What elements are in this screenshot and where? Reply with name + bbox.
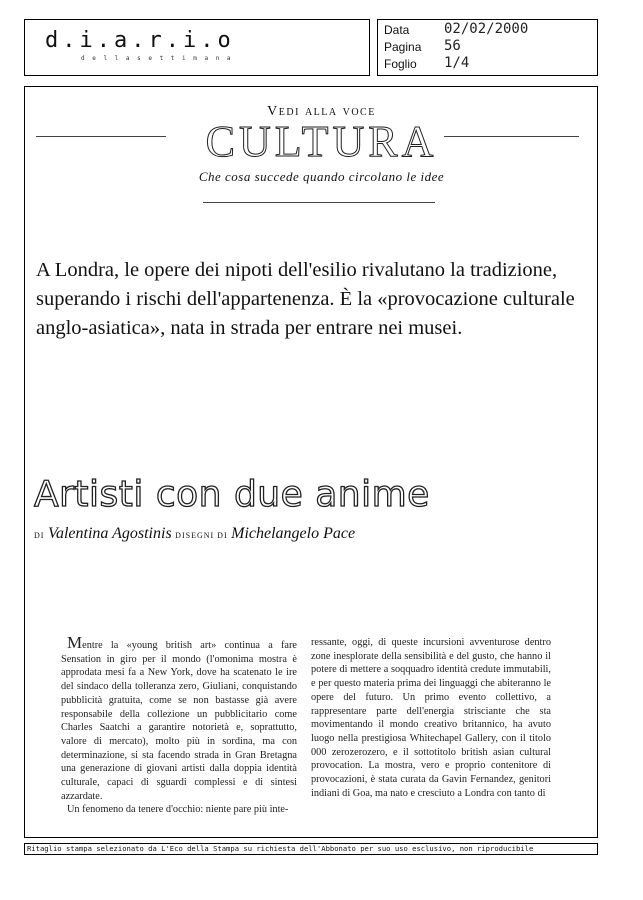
section-rule-right [444,136,579,137]
lead-paragraph: A Londra, le opere dei nipoti dell'esilio rivalutano la tradizione, superando i rischi dell'appartenenza. È la «provocazione culturale anglo-asiatica», nata in strada per entrare nei musei. [36,259,575,339]
drop-cap: M [67,633,83,652]
article-headline: Artisti con due anime [34,474,430,515]
article-paragraph: Un fenomeno da tenere d'occhio: niente pare più inte- [67,804,289,816]
masthead-box [24,19,370,76]
meta-row-page [384,40,589,57]
author-name: Valentina Agostinis [47,525,172,542]
meta-label: Foglio [384,57,417,71]
paragraph-text: entre la «young british art» continua a fare Sensation in giro per il mondo (l'omonima mostra è approdata mesi fa a New York, dove ha scatenato le ire del sindaco della tolleranza zero, Giuliani, conquistando pubblicità gratuita, come se non bastasse già avere responsabile della collezione un pubblicitario come Charles Saatchi a garantire notorietà e, soprattutto, valore di mercato), molto più in sordina, ma con determinazione, si sta facendo strada in Gran Bretagna una generazione di giovani artisti dalla doppia identità culturale, capaci di sguardi complessi e di sintesi azzardate. [61,640,297,802]
meta-label: Pagina [384,40,422,54]
tagline-rule [203,202,435,203]
section-kicker: Vedi alla voce [267,104,376,119]
meta-row-date [384,23,589,40]
clipping-meta-box [377,19,598,76]
article-paragraph [61,633,297,803]
meta-label: Data [384,23,410,37]
meta-value: 02/02/2000 [444,21,529,37]
meta-value: 56 [444,38,461,54]
illustrator-name: Michelangelo Pace [231,525,356,542]
section-title: CULTURA [205,117,438,166]
article-column-1 [61,633,297,817]
drawings-prefix: DISEGNI DI [175,531,228,540]
meta-value: 1/4 [444,55,470,71]
clipping-footer-notice: Ritaglio stampa selezionato da L'Eco della Stampa su richiesta dell'Abbonato per suo uso esclusivo, non riproducibile [24,843,598,855]
section-tagline: Che cosa succede quando circolano le idee [198,169,445,184]
publication-logo: d.i.a.r.i.o [45,28,235,53]
byline [34,525,355,543]
article-column-2: ressante, oggi, di queste incursioni avventurose dentro zone inesplorate della sensibilità e del gusto, che hanno il potere di mettere a soqquadro identità credute immutabili, e per questo materia prima dei linguaggi che abiteranno le opere del futuro. Un primo evento collettivo, a rappresentare parte dell'energia strisciante che sta movimentando il mondo creativo britannico, ha avuto luogo nella prestigiosa Whitechapel Gallery, con il titolo 000 zerozerozero, e il sottotitolo british asian cultural provocation. La mostra, vero e proprio contenitore di provocazioni, è stata curata da Gavin Fernandez, genitori indiani di Goa, ma nato e cresciuto a Londra con tanto di [311,637,551,799]
byline-prefix: DI [34,531,45,540]
meta-row-sheet [384,57,589,74]
publication-logo-subtitle: d e l l a s e t t i m a n a [81,55,233,62]
